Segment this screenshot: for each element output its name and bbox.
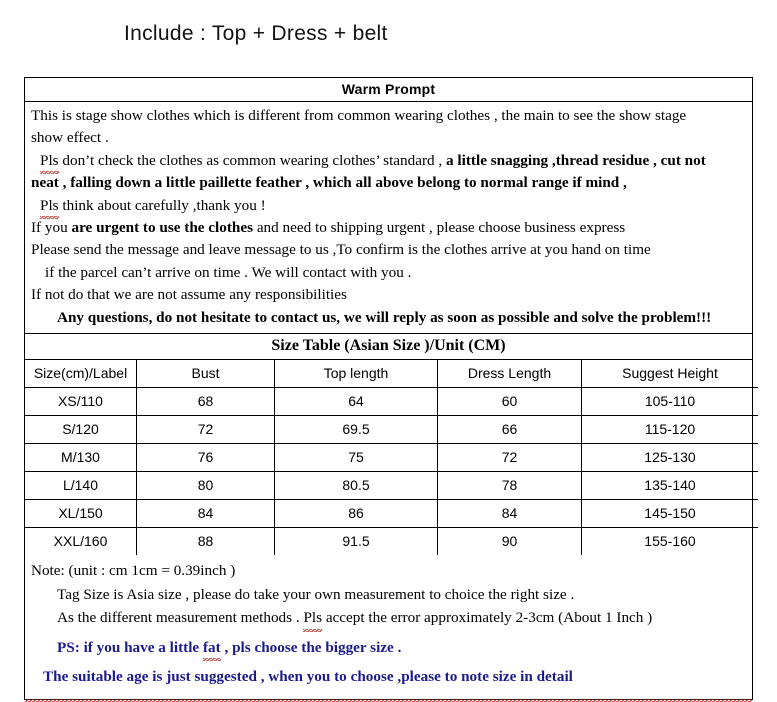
note-line-1	[31, 559, 746, 583]
prompt-line-7	[31, 239, 746, 261]
cell-size: L/140	[25, 472, 137, 500]
note-line-age	[31, 665, 746, 689]
note-line-3	[31, 606, 746, 630]
spellcheck-word-fat: fat	[203, 636, 221, 660]
table-header-row	[25, 360, 758, 388]
note-line-age-text: The suitable age is just suggested , when you to choose ,please to note size in detail	[43, 668, 573, 686]
cell-suggest-height: 145-150	[582, 500, 759, 528]
cell-top-length: 91.5	[275, 528, 438, 556]
cell-top-length: 75	[275, 444, 438, 472]
cell-bust: 72	[137, 416, 275, 444]
spellcheck-word-paillette: paillette	[199, 174, 252, 192]
cell-dress-length: 66	[438, 416, 582, 444]
size-table-title: Size Table (Asian Size )/Unit (CM)	[25, 334, 752, 360]
cell-top-length: 80.5	[275, 472, 438, 500]
column-header-top-length: Top length	[275, 360, 438, 388]
table-row	[25, 528, 758, 556]
cell-dress-length: 72	[438, 444, 582, 472]
cell-top-length: 64	[275, 388, 438, 416]
cell-bust: 76	[137, 444, 275, 472]
cell-suggest-height: 115-120	[582, 416, 759, 444]
note-line-3-b: accept the error approximately 2-3cm (About 1 Inch )	[322, 609, 653, 627]
column-header-bust: Bust	[137, 360, 275, 388]
table-row	[25, 444, 758, 472]
cell-dress-length: 90	[438, 528, 582, 556]
column-header-size: Size(cm)/Label	[25, 360, 137, 388]
cell-size: XL/150	[25, 500, 137, 528]
table-row	[25, 472, 758, 500]
size-table-body	[25, 360, 758, 555]
prompt-line-1	[31, 105, 746, 127]
cell-suggest-height: 125-130	[582, 444, 759, 472]
prompt-line-4	[31, 172, 746, 194]
warm-prompt-header: Warm Prompt	[25, 78, 752, 102]
prompt-line-4-bold-b: feather , which all above belong to normal range if mind ,	[251, 174, 627, 192]
prompt-line-2	[31, 127, 746, 149]
note-line-3-a: As the different measurement methods .	[57, 609, 304, 627]
prompt-line-6-b: and need to shipping urgent , please choose business express	[253, 219, 626, 237]
cell-dress-length: 60	[438, 388, 582, 416]
note-section	[25, 555, 752, 699]
prompt-line-8-text: if the parcel can’t arrive on time . We will contact with you .	[45, 263, 412, 281]
cell-size: S/120	[25, 416, 137, 444]
page-title: Include : Top + Dress + belt	[124, 22, 388, 45]
cell-bust: 68	[137, 388, 275, 416]
note-line-2	[31, 583, 746, 607]
info-box	[24, 77, 753, 700]
spellcheck-word-pls-2: Pls	[40, 195, 59, 217]
table-row	[25, 500, 758, 528]
note-line-ps	[31, 636, 746, 660]
note-line-1-text: Note: (unit : cm 1cm = 0.39inch )	[31, 562, 236, 580]
cell-top-length: 69.5	[275, 416, 438, 444]
cell-dress-length: 78	[438, 472, 582, 500]
note-line-ps-b: , pls choose the bigger size .	[220, 638, 402, 656]
cell-size: M/130	[25, 444, 137, 472]
cell-bust: 80	[137, 472, 275, 500]
cell-bust: 88	[137, 528, 275, 556]
prompt-line-7-text: Please send the message and leave message to us ,To confirm is the clothes arrive at you hand on time	[31, 241, 651, 259]
cell-top-length: 86	[275, 500, 438, 528]
prompt-line-5	[31, 195, 746, 217]
cell-suggest-height: 155-160	[644, 533, 696, 550]
table-row	[25, 388, 758, 416]
prompt-line-3-bold: a little snagging ,thread residue , cut not	[446, 151, 706, 169]
note-line-2-text: Tag Size is Asia size , please do take your own measurement to choice the right size .	[57, 585, 575, 603]
spellcheck-word-pls-1: Pls	[40, 150, 59, 172]
cell-dress-length: 84	[438, 500, 582, 528]
warm-prompt-body	[25, 102, 752, 334]
prompt-line-6-bold: are urgent to use the clothes	[71, 219, 254, 237]
prompt-line-8	[31, 262, 746, 284]
prompt-line-4-bold-a: neat , falling down a little	[31, 174, 200, 192]
cell-suggest-height: 105-110	[582, 388, 759, 416]
spellcheck-word-pls-3: Pls	[303, 606, 322, 630]
prompt-line-10-bold: Any questions, do not hesitate to contact us, we will reply as soon as possible and solve the problem!!!	[57, 308, 712, 326]
prompt-line-2-text: show effect .	[31, 129, 109, 147]
note-line-ps-a: PS: if you have a little	[57, 638, 203, 656]
table-row	[25, 416, 758, 444]
prompt-line-3-text: don’t check the clothes as common wearing clothes’ standard ,	[58, 151, 447, 169]
prompt-line-1-text: This is stage show clothes which is different from common wearing clothes , the main to see the show stage	[31, 107, 687, 124]
cell-bust: 84	[137, 500, 275, 528]
cell-size: XXL/160	[25, 528, 137, 556]
prompt-line-5-text: think about carefully ,thank you !	[58, 196, 266, 214]
prompt-line-6	[31, 217, 746, 239]
prompt-line-10	[31, 307, 746, 329]
cell-suggest-height: 135-140	[582, 472, 759, 500]
column-header-suggest-height: Suggest Height	[582, 360, 759, 388]
prompt-line-3	[31, 150, 746, 172]
cell-size: XS/110	[25, 388, 137, 416]
prompt-line-6-a: If you	[31, 219, 72, 237]
prompt-line-9-text: If not do that we are not assume any responsibilities	[31, 286, 347, 304]
size-table	[25, 360, 758, 555]
prompt-line-9	[31, 284, 746, 306]
column-header-dress-length: Dress Length	[438, 360, 582, 388]
